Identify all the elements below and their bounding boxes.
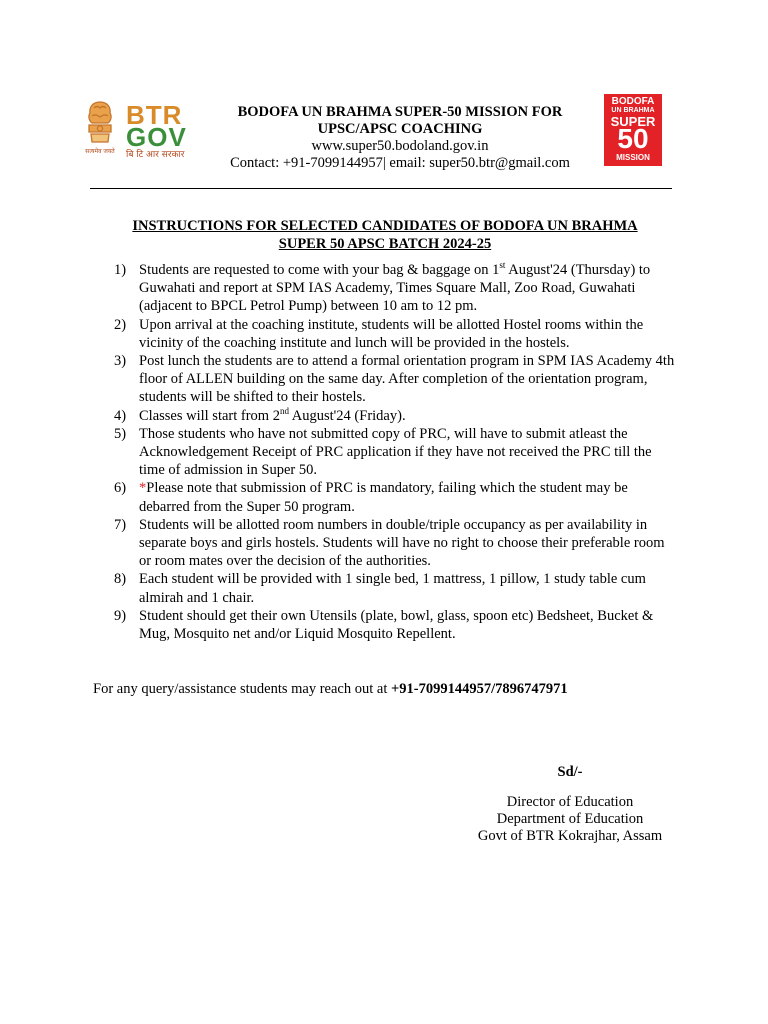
ordinal-suffix: nd <box>279 405 289 416</box>
signature-mark: Sd/- <box>557 764 583 780</box>
letterhead <box>0 0 768 190</box>
instruction-item <box>110 407 680 425</box>
query-phone-numbers: +91-7099144957/7896747971 <box>390 681 568 697</box>
super50-logo-line5: MISSION <box>616 153 650 162</box>
signatory-department: Department of Education <box>496 811 644 827</box>
btr-gov-logo <box>120 100 200 160</box>
document-title-line2: SUPER 50 APSC BATCH 2024-25 <box>278 236 492 252</box>
query-contact-line <box>93 680 713 698</box>
item-number: 7) <box>114 516 127 533</box>
signatory-office: Govt of BTR Kokrajhar, Assam <box>477 828 663 844</box>
ordinal-suffix: st <box>499 260 506 271</box>
item-text: August'24 (Thursday) to Guwahati and report at SPM IAS Academy, Times Square Mall, Zoo Road, Guwahati (adjacent to BPCL Petrol Pump) between 10 am to 12 pm. <box>139 262 651 315</box>
super50-logo-line3: SUPER <box>610 114 656 129</box>
item-number: 9) <box>114 607 127 624</box>
item-text: Those students who have not submitted copy of PRC, will have to submit atleast the Acknowledgement Receipt of PRC application if they have not received the PRC till the time of admission in Super 50. <box>139 425 652 479</box>
super50-logo-line2: UN BRAHMA <box>611 107 655 114</box>
super50-logo-line4: 50 <box>617 123 649 154</box>
item-text: Each student will be provided with 1 single bed, 1 mattress, 1 pillow, 1 study table cum almirah and 1 chair. <box>139 571 646 606</box>
instruction-item <box>110 425 680 480</box>
national-emblem-icon <box>80 96 120 160</box>
instructions-list <box>110 261 680 643</box>
item-number: 4) <box>114 407 127 424</box>
super50-mission-logo <box>604 94 662 166</box>
signatory-title: Director of Education <box>506 794 634 810</box>
header-divider <box>90 188 672 189</box>
query-text: For any query/assistance students may reach out at <box>93 681 391 697</box>
instruction-item <box>110 570 680 606</box>
item-text: Students are requested to come with your bag & baggage on 1 <box>139 262 500 278</box>
signature-block <box>470 764 670 845</box>
document-title-line1: INSTRUCTIONS FOR SELECTED CANDIDATES OF BODOFA UN BRAHMA <box>132 218 638 234</box>
letterhead-text <box>200 104 600 172</box>
item-number: 3) <box>114 353 127 370</box>
item-text: Classes will start from 2 <box>139 407 280 424</box>
org-title-line2: UPSC/APSC COACHING <box>317 121 483 137</box>
instruction-item <box>110 479 680 515</box>
item-text: Please note that submission of PRC is mandatory, failing which the student may be debarred from the Super 50 program. <box>139 480 628 515</box>
instruction-item <box>110 516 680 571</box>
org-title-line1: BODOFA UN BRAHMA SUPER-50 MISSION FOR <box>237 104 563 120</box>
item-text: Student should get their own Utensils (plate, bowl, glass, spoon etc) Bedsheet, Bucket & Mug, Mosquito net and/or Liquid Mosquito Repellent. <box>139 607 654 643</box>
btr-logo-line2: GOV <box>126 122 187 152</box>
btr-logo-line1: BTR <box>126 100 183 130</box>
contact-line: Contact: +91-7099144957| email: super50.btr@gmail.com <box>230 155 570 171</box>
btr-logo-tagline: बि टि आर सरकार <box>126 150 185 160</box>
item-text: Post lunch the students are to attend a formal orientation program in SPM IAS Academy 4th floor of ALLEN building on the same day. After completion of the orientation program, students will be shifted to their hostels. <box>139 353 675 406</box>
item-text: Upon arrival at the coaching institute, students will be allotted Hostel rooms within the vicinity of the coaching institute and lunch will be provided in the hostels. <box>139 316 644 351</box>
mandatory-asterisk: * <box>139 480 147 497</box>
item-text: Students will be allotted room numbers in double/triple occupancy as per availability in separate boys and girls hostels. Students will have no right to choose their preferable room or room mates over the decision of the authorities. <box>139 516 665 570</box>
document-title <box>90 217 680 253</box>
instruction-item <box>110 261 680 316</box>
emblem-motto: सत्यमेव जयते <box>85 148 115 155</box>
website-link[interactable]: www.super50.bodoland.gov.in <box>311 138 489 154</box>
item-number: 5) <box>114 425 127 442</box>
item-number: 2) <box>114 316 127 333</box>
item-number: 1) <box>114 262 127 278</box>
item-number: 8) <box>114 571 127 588</box>
item-text: August'24 (Friday). <box>288 407 406 424</box>
instruction-item <box>110 607 680 643</box>
instruction-item <box>110 316 680 352</box>
super50-logo-line1: BODOFA <box>611 96 655 107</box>
item-number: 6) <box>114 480 127 497</box>
instruction-item <box>110 352 680 407</box>
